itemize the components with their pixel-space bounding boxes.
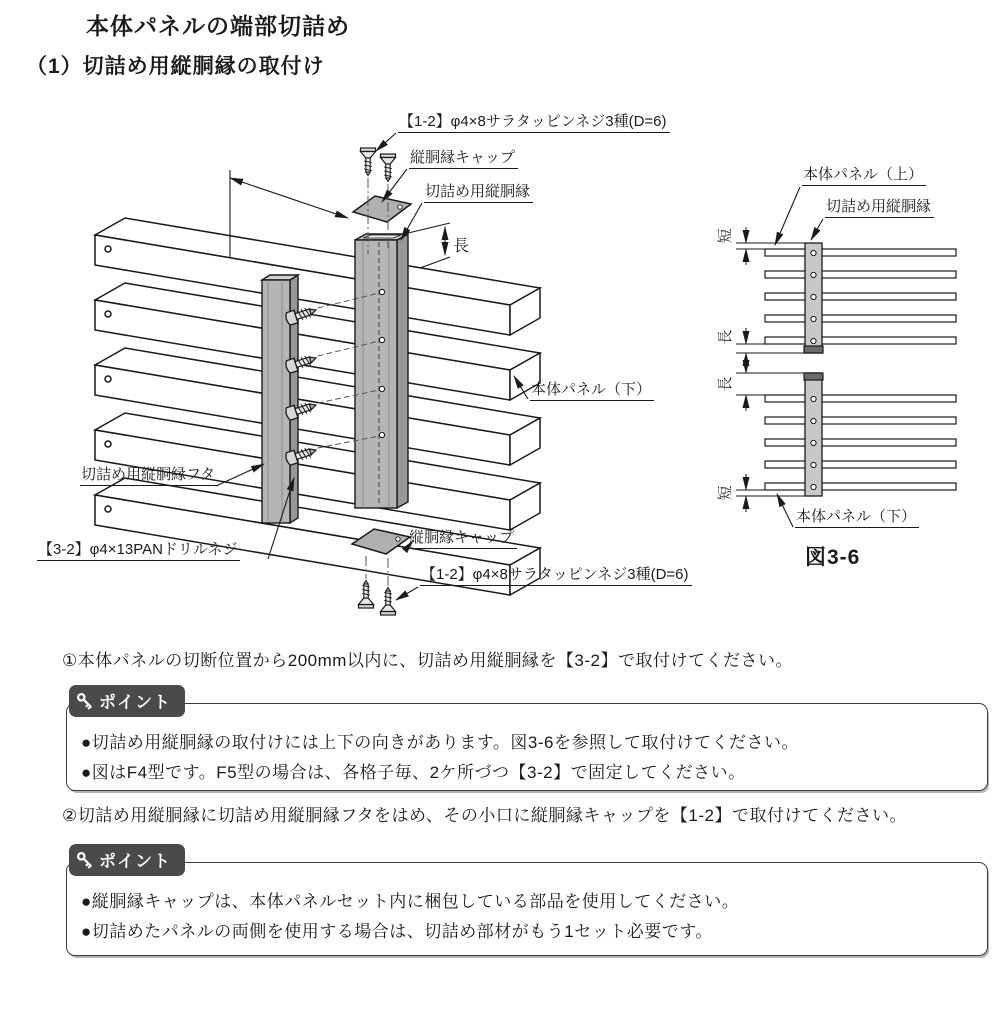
label-panel-lower: 本体パネル（下） xyxy=(530,380,654,401)
dim-short-bottom: 短 xyxy=(717,485,734,501)
orientation-drawing xyxy=(700,163,1000,603)
label-rail-side: 切詰め用縦胴縁 xyxy=(825,197,934,218)
point-item: ●図はF4型です。F5型の場合は、各格子毎、2ケ所づつ【3-2】で固定してください。 xyxy=(81,763,746,782)
orientation-diagram xyxy=(700,163,1000,603)
rail-cap-top xyxy=(353,196,411,222)
label-cap-top: 縦胴縁キャップ xyxy=(409,148,518,169)
label-cap-bottom: 縦胴縁キャップ xyxy=(408,528,517,549)
label-cut-rail: 切詰め用縦胴縁 xyxy=(424,182,533,203)
key-icon xyxy=(75,850,95,870)
label-panel-lower-side: 本体パネル（下） xyxy=(795,507,919,528)
label-top-screws: 【1-2】φ4×8サラタッピンネジ3種(D=6) xyxy=(398,112,670,133)
dim-long-label: 長 xyxy=(453,238,470,255)
instruction-step-2: ②切詰め用縦胴縁に切詰め用縦胴縁フタをはめ、その小口に縦胴縁キャップを【1-2】で取付けてください。 xyxy=(62,806,907,825)
point-badge-label: ポイント xyxy=(99,693,171,712)
main-assembly-diagram xyxy=(30,108,710,638)
point-box-1 xyxy=(66,693,988,791)
dim-long-lower: 長 xyxy=(717,376,734,392)
dim-short-top: 短 xyxy=(717,228,734,244)
cut-rail-member xyxy=(355,234,408,508)
upper-panel-unit xyxy=(765,243,956,353)
point-badge xyxy=(69,844,185,876)
section-heading: （1）切詰め用縦胴縁の取付け xyxy=(26,55,325,78)
lower-panel-unit xyxy=(765,373,956,496)
label-panel-upper-side: 本体パネル（上） xyxy=(802,165,926,186)
point-item: ●切詰めたパネルの両側を使用する場合は、切詰め部材がもう1セット必要です。 xyxy=(81,922,713,941)
key-icon xyxy=(75,691,95,711)
point-item: ●縦胴縁キャップは、本体パネルセット内に梱包している部品を使用してください。 xyxy=(81,892,740,911)
page-title: 本体パネルの端部切詰め xyxy=(86,13,350,39)
label-drill-screws: 【3-2】φ4×13PANドリルネジ xyxy=(37,540,240,561)
instruction-step-1: ①本体パネルの切断位置から200mm以内に、切詰め用縦胴縁を【3-2】で取付けてください。 xyxy=(62,651,793,670)
long-dimension xyxy=(404,223,450,268)
point-item: ●切詰め用縦胴縁の取付けには上下の向きがあります。図3-6を参照して取付けてください。 xyxy=(81,733,799,752)
point-badge xyxy=(69,685,185,717)
figure-caption: 図3-6 xyxy=(805,546,861,569)
dim-long-upper: 長 xyxy=(717,329,734,345)
point-badge-label: ポイント xyxy=(99,852,171,871)
label-rail-cover: 切詰め用縦胴縁フタ xyxy=(80,465,218,486)
point-box-2 xyxy=(66,852,988,956)
lower-rail xyxy=(805,373,822,496)
label-bottom-screws: 【1-2】φ4×8サラタッピンネジ3種(D=6) xyxy=(420,565,692,586)
